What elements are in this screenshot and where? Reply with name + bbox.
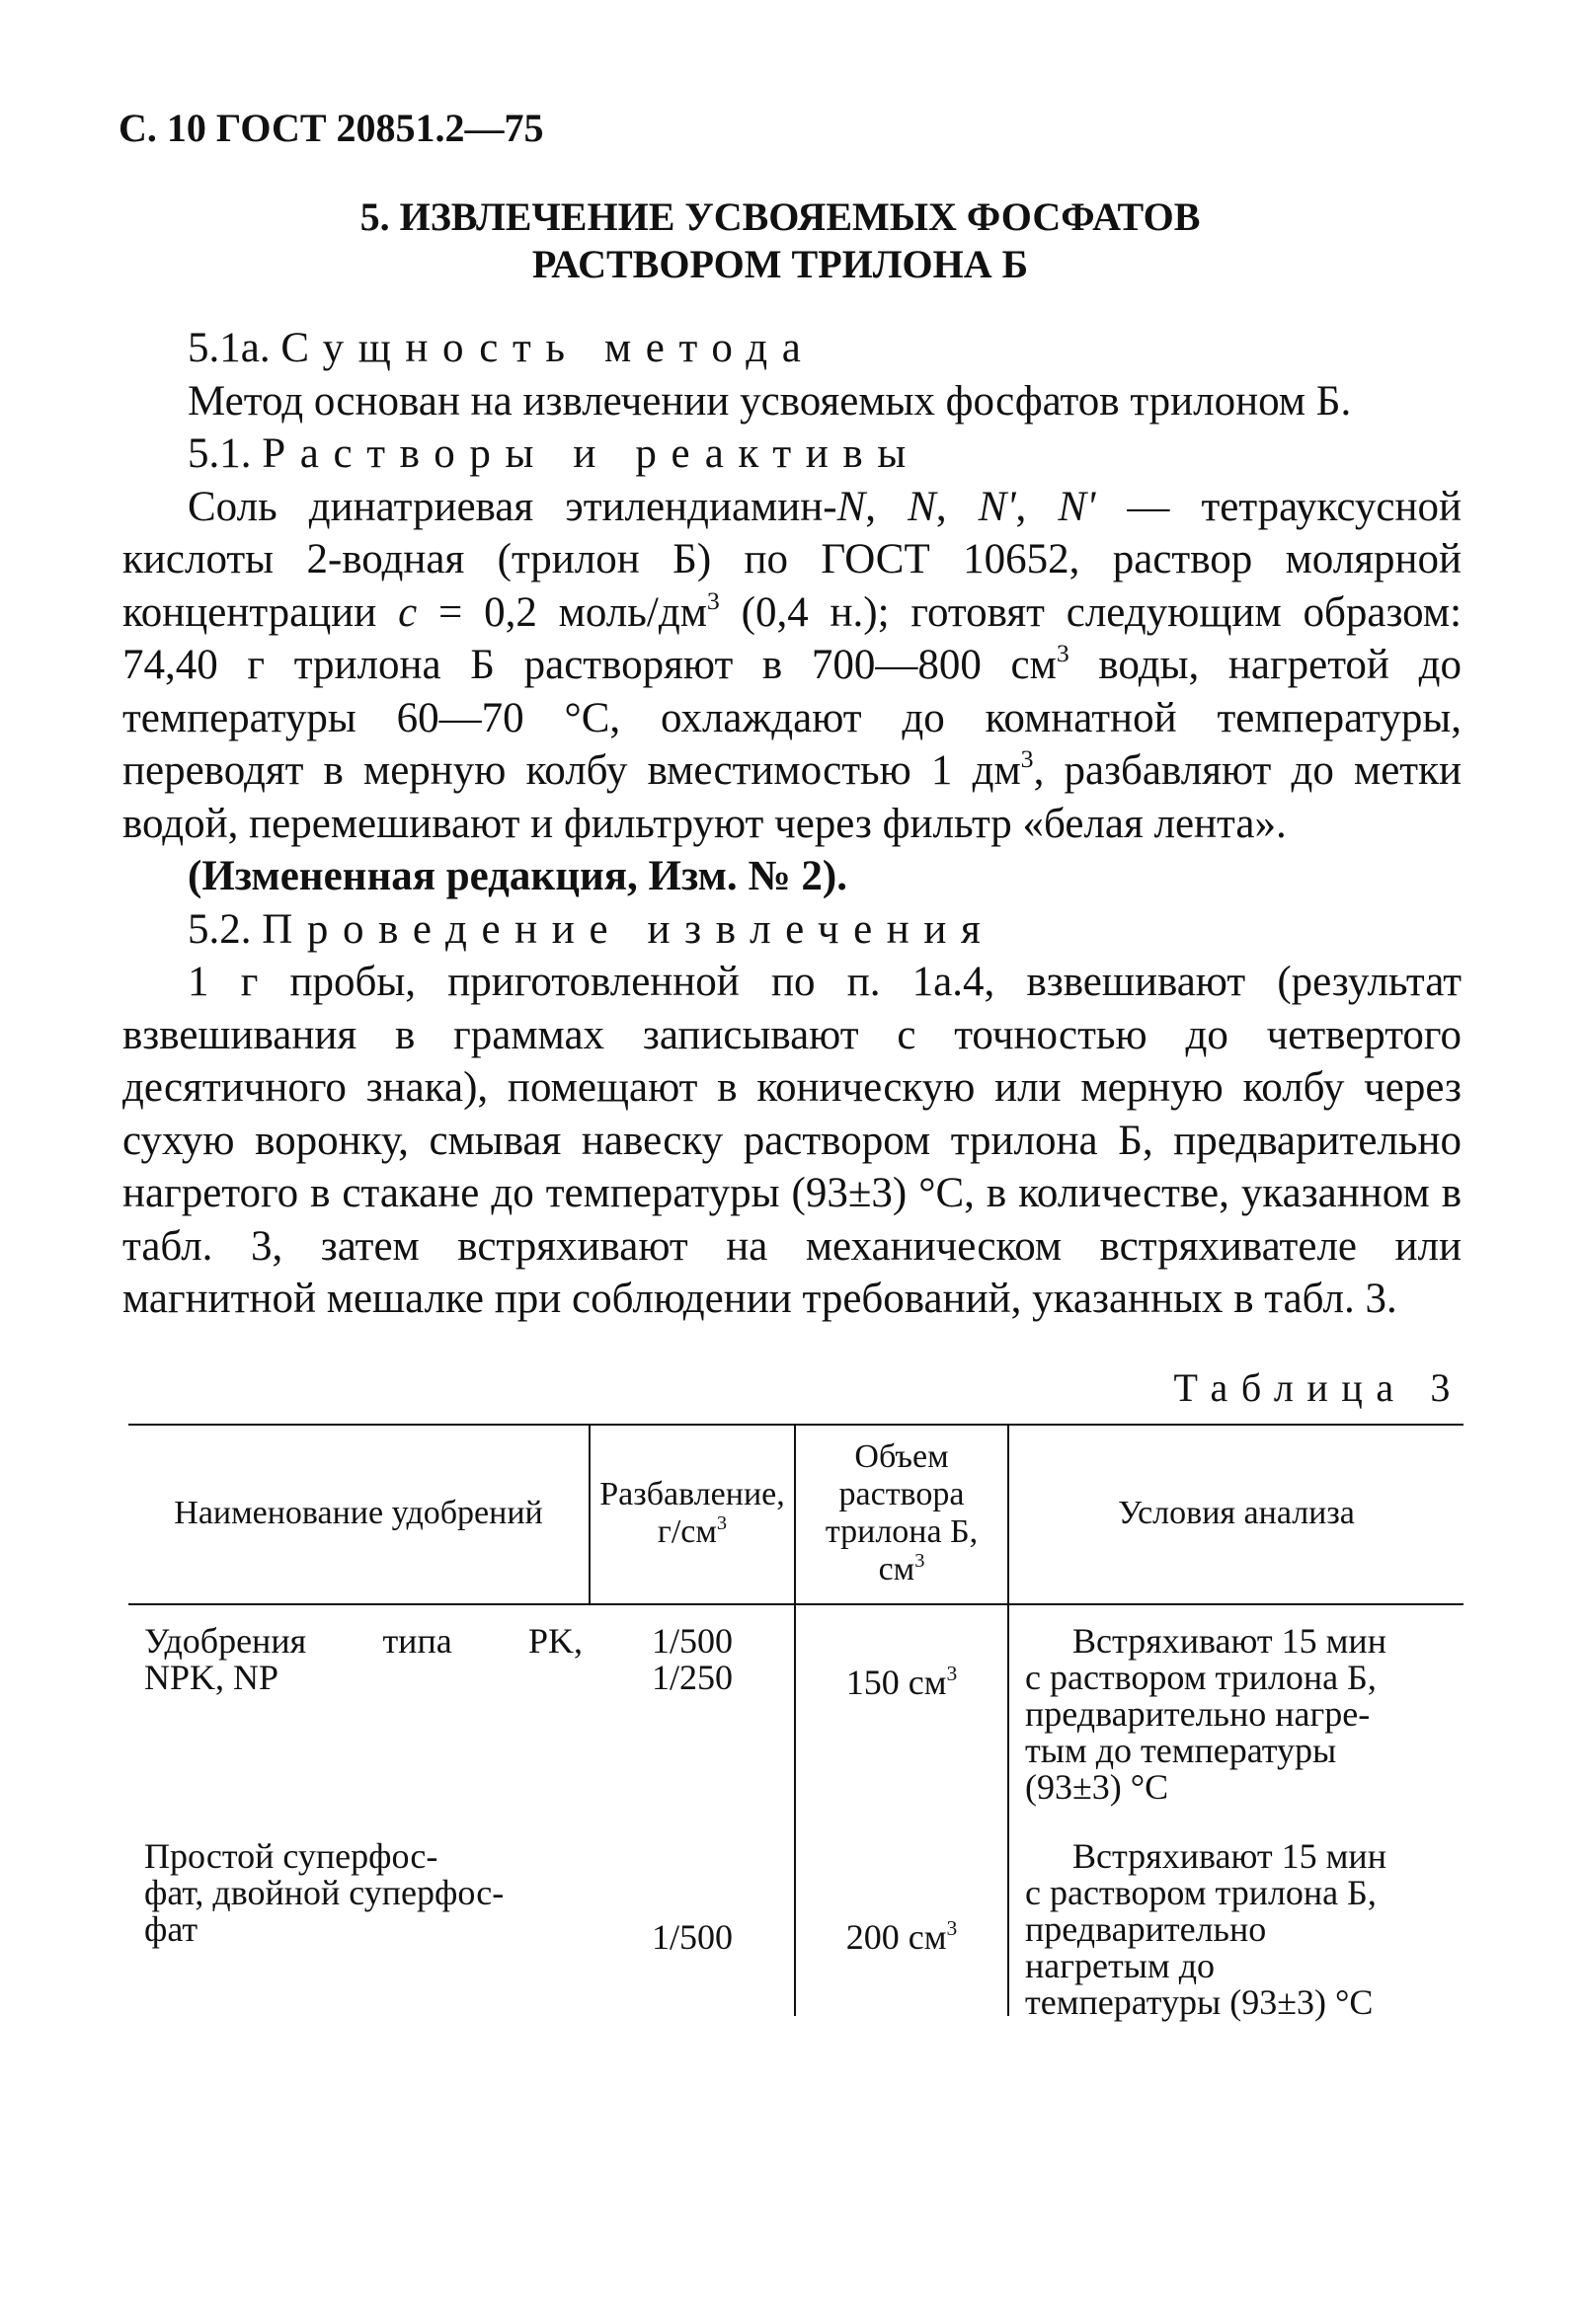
table-row-2-dilution: 1/500 [651,1917,733,1957]
table-row-2-volume: 200 $см^3$ [845,1915,958,1957]
subsection-5-1-heading: 5.1. Растворы и реактивы [188,430,920,477]
table-row-2-fertilizer: Простой суперфос- фат, двойной суперфос- фат [144,1836,505,1949]
section-title [198,194,1363,288]
table-row-1-dilution: 1/500 1/250 [651,1621,733,1697]
table-row-1-fertilizer: Удобрения типа PK, NPK, NP [144,1621,583,1697]
table-label: Таблица 3 [1173,1365,1463,1410]
page-header: С. 10 ГОСТ 20851.2—75 [119,106,544,150]
table-row-1-conditions: Встряхивают 15 мин с раствором трилона Б, предварительно нагре- тым до температуры (93±3) °С [1025,1621,1386,1807]
subsection-5-1a-heading: 5.1а. Сущность метода [188,325,816,371]
table-row-1-volume: 150 $см^3$ [845,1661,958,1702]
column-header-fertilizer: Наименование удобрений [174,1495,543,1531]
column-header-dilution: Разбавление, $г/см^3$ [599,1476,785,1550]
document-body [122,322,1462,1326]
table-row-2-conditions: Встряхивают 15 мин с раствором трилона Б, предварительно нагретым до температуры (93±3) °С [1025,1836,1386,2022]
section-title-line-1: 5. ИЗВЛЕЧЕНИЕ УСВОЯЕМЫХ ФОСФАТОВ [359,194,1201,239]
subsection-5-2-heading: 5.2. Проведение извлечения [188,905,995,953]
column-header-conditions: Условия анализа [1118,1495,1355,1531]
subsection-5-1-text: Соль динатриевая этилендиамин-N, N, N', N' — тетрауксусной кислоты 2-водная (трилон Б) по ГОСТ 10652, раствор молярной концентрации c = 0,2 моль/$дм^3$ (0,4 н.); готовят следующим образом: 74,40 г трилона Б растворяют в 700—800 $см^3$ воды, нагретой до температуры 60—70 °С, охлаждают до комнатной температуры, переводят в мерную колбу вместимостью 1 $дм^3$, разбавляют до метки водой, перемешивают и фильтруют через фильтр «белая лента». [122,483,1463,847]
section-title-line-2: РАСТВОРОМ ТРИЛОНА Б [531,242,1029,286]
table-header-border [128,1603,1463,1605]
column-header-volume: Объем раствора трилона Б, $см^3$ [825,1438,979,1588]
edition-note: (Измененная редакция, Изм. № 2). [188,853,847,899]
subsection-5-1a-text: Метод основан на извлечении усвояемых фосфатов трилоном Б. [188,377,1352,425]
subsection-5-2-text: 1 г пробы, приготовленной по п. 1а.4, взвешивают (результат взвешивания в граммах записывают с точностью до четвертого десятичного знака), помещают в коническую или мерную колбу через сухую воронку, смывая навеску раствором трилона Б, предварительно нагретого в стакане до температуры (93±3) °С, в количестве, указанном в табл. 3, затем встряхивают на механическом встряхивателе или магнитной мешалке при соблюдении требований, указанных в табл. 3. [122,959,1462,1322]
table-3 [128,1424,1463,2022]
